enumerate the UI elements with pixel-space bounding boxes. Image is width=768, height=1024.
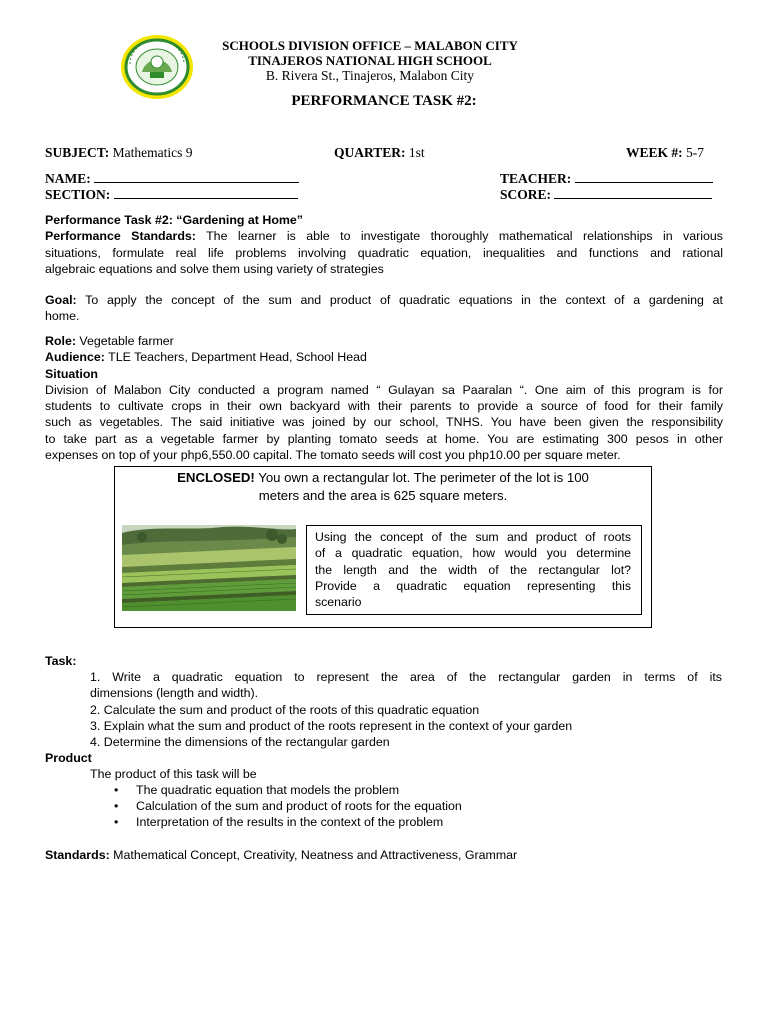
task-item-1-line2: dimensions (length and width). (90, 686, 259, 701)
section-blank[interactable] (114, 187, 298, 199)
situation-line1: Division of Malabon City conducted a program named “ Gulayan sa Paaralan “. One aim of this program is for (45, 382, 723, 397)
audience-line (45, 349, 723, 365)
teacher-field (500, 171, 713, 187)
quarter-label: QUARTER: (334, 145, 406, 160)
week-label: WEEK #: (626, 145, 683, 160)
score-label: SCORE: (500, 187, 552, 202)
question-text (315, 529, 631, 610)
standards-label: Standards: (45, 848, 110, 862)
situation-label: Situation (45, 366, 98, 381)
performance-standards-line2: situations, formulate real life problems involving quadratic equation, inequalities and functions and rational (45, 245, 723, 260)
week-field (626, 145, 704, 161)
week-value: 5-7 (686, 145, 705, 160)
performance-standards-line1: Performance Standards: The learner is able to investigate thoroughly mathematical relationships in various (45, 229, 723, 244)
goal-line2: home. (45, 309, 80, 324)
task-item-1-line1: 1. Write a quadratic equation to represent the area of the rectangular garden in terms of its (90, 670, 722, 684)
product-bullet-item: • The quadratic equation that models the problem (114, 783, 400, 797)
question-line1: Using the concept of the sum and product of roots (315, 530, 631, 544)
enclosed-statement (124, 469, 642, 505)
teacher-label: TEACHER: (500, 171, 572, 186)
performance-task-title: Performance Task #2: “Gardening at Home” (45, 213, 303, 227)
question-line3: the length and the width of the rectangular lot? (315, 562, 631, 577)
subject-field (45, 145, 193, 161)
bullet-dot-icon: • (114, 815, 119, 829)
subject-label: SUBJECT: (45, 145, 110, 160)
performance-task-section (45, 212, 723, 277)
situation-line5: expenses on top of your php6,550.00 capital. The tomato seeds will cost you php10.00 per square meter. (45, 448, 621, 463)
audience-label: Audience: (45, 350, 105, 365)
product-intro: The product of this task will be (90, 767, 257, 781)
name-blank[interactable] (94, 171, 299, 183)
product-label: Product (45, 751, 92, 765)
enclosed-line1: ENCLOSED! You own a rectangular lot. The perimeter of the lot is 100 (177, 470, 589, 485)
score-field (500, 187, 712, 203)
situation-line3: such as vegetables. The said initiative was joined by our school, TNHS. You have been given the responsibility (45, 415, 723, 430)
question-line2: of a quadratic equation, how would you determine (315, 546, 631, 561)
performance-standards-label: Performance Standards: (45, 229, 196, 244)
bullet-dot-icon: • (114, 799, 119, 813)
school-name-heading: TINAJEROS NATIONAL HIGH SCHOOL (248, 53, 492, 68)
school-address: B. Rivera St., Tinajeros, Malabon City (265, 68, 475, 83)
question-line4: Provide a quadratic equation representing this (315, 578, 631, 593)
bullet-dot-icon: • (114, 783, 119, 797)
performance-standards-line3: algebraic equations and solve them using variety of strategies (45, 261, 384, 276)
audience-value: TLE Teachers, Department Head, School Head (104, 350, 367, 365)
division-office-heading: SCHOOLS DIVISION OFFICE – MALABON CITY (222, 38, 518, 53)
standards-value: Mathematical Concept, Creativity, Neatness and Attractiveness, Grammar (109, 848, 518, 862)
section-field (45, 187, 298, 203)
subject-value: Mathematics 9 (112, 145, 193, 160)
task-label: Task: (45, 654, 77, 668)
terraced-garden-photo (122, 525, 296, 611)
task-list (90, 669, 722, 750)
product-bullet-item: • Calculation of the sum and product of roots for the equation (114, 799, 462, 813)
school-seal-logo (120, 34, 194, 100)
question-line5: scenario (315, 595, 362, 610)
task-item-2: 2. Calculate the sum and product of the roots of this quadratic equation (90, 702, 480, 717)
role-value: Vegetable farmer (75, 334, 174, 348)
section-label: SECTION: (45, 187, 111, 202)
name-field (45, 171, 299, 187)
role-label: Role: (45, 334, 76, 348)
product-bullet-item: • Interpretation of the results in the context of the problem (114, 815, 444, 829)
quarter-value: 1st (408, 145, 425, 160)
quarter-field (334, 145, 425, 161)
enclosed-line2: meters and the area is 625 square meters. (258, 488, 508, 503)
score-blank[interactable] (554, 187, 712, 199)
teacher-blank[interactable] (575, 171, 713, 183)
task-item-3: 3. Explain what the sum and product of the roots represent in the context of your garden (90, 718, 573, 733)
task-item-4: 4. Determine the dimensions of the rectangular garden (90, 735, 390, 750)
role-line (45, 333, 723, 349)
goal-section (45, 292, 723, 325)
goal-label: Goal: (45, 293, 77, 307)
enclosed-label: ENCLOSED! (177, 470, 255, 485)
standards-line (45, 847, 723, 863)
situation-line4: to take part as a vegetable farmer by planting tomato seeds at home. You are estimating 300 pesos in other (45, 431, 723, 446)
page-title: PERFORMANCE TASK #2: (291, 93, 477, 109)
situation-line2: students to cultivate crops in their own backyard with their parents to provide a source of food for their family (45, 399, 723, 414)
goal-line1: Goal: To apply the concept of the sum and product of quadratic equations in the context of a gardening at (45, 293, 723, 307)
name-label: NAME: (45, 171, 91, 186)
role-situation-section (45, 333, 723, 463)
